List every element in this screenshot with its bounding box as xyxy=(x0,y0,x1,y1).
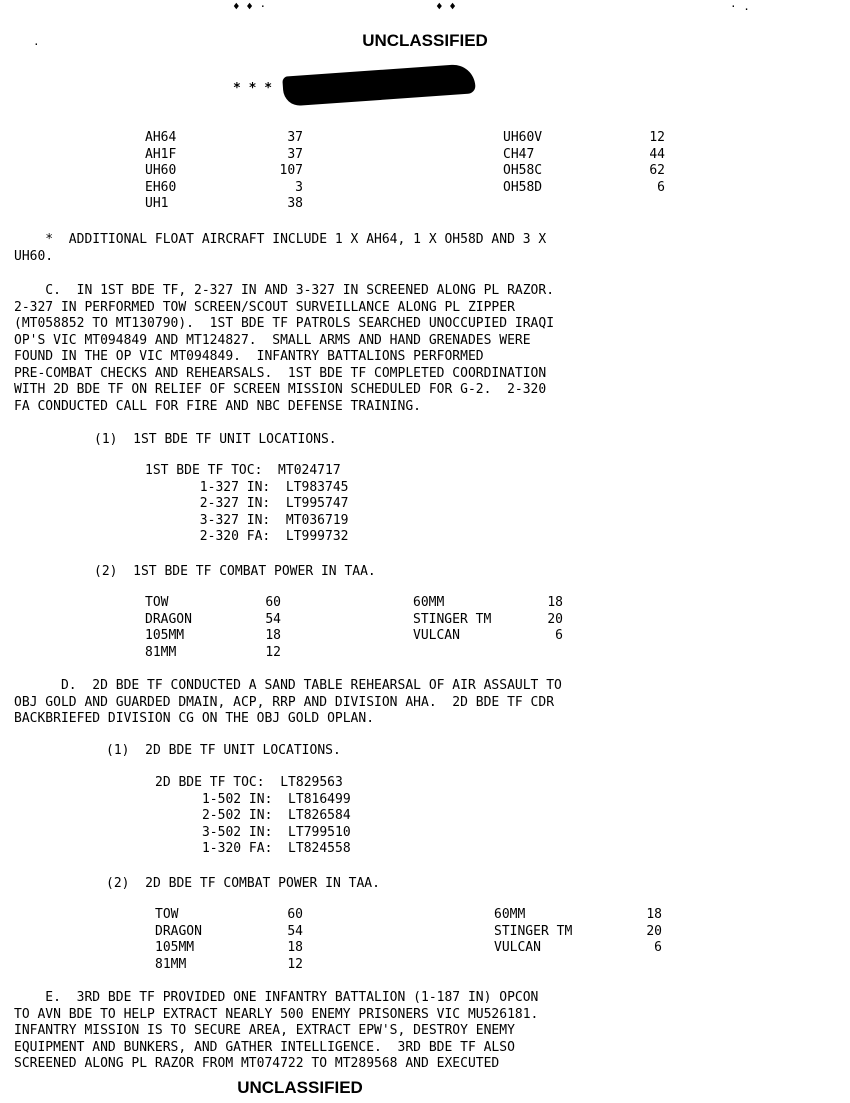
c2-power-table-left xyxy=(145,595,281,661)
row-label: DRAGON xyxy=(155,923,202,939)
table-row xyxy=(494,940,662,957)
row-count: 38 xyxy=(287,196,303,211)
table-row xyxy=(503,180,665,197)
table-row xyxy=(145,147,303,164)
row-count: 37 xyxy=(287,130,303,145)
table-row xyxy=(145,595,281,612)
row-count: 54 xyxy=(287,923,303,939)
table-row xyxy=(503,130,665,147)
row-count: 54 xyxy=(265,611,281,627)
row-label: OH58D xyxy=(503,179,543,195)
d2-power-table-left xyxy=(155,907,303,973)
redaction-bar xyxy=(282,63,476,106)
d1-heading: (1) 2D BDE TF UNIT LOCATIONS. xyxy=(106,743,341,758)
row-count: 60 xyxy=(265,595,281,610)
scan-dot: · xyxy=(33,38,40,51)
table-row xyxy=(155,957,303,974)
row-count: 62 xyxy=(649,163,665,178)
c1-unit-locations: 1ST BDE TF TOC: MT024717 1-327 IN: LT983745 2-327 IN: LT995747 3-327 IN: MT036719 2-320 FA: LT999732 xyxy=(145,463,349,544)
row-label: AH64 xyxy=(145,130,177,145)
table-row xyxy=(413,595,563,612)
paragraph-c: C. IN 1ST BDE TF, 2-327 IN AND 3-327 IN SCREENED ALONG PL RAZOR. 2-327 IN PERFORMED TOW SCREEN/SCOUT SURVEILLANCE ALONG PL ZIPPER (MT058852 TO MT130790). 1ST BDE TF PATROLS SEARCHED UNOCCUPIED IRAQI OP'S VIC MT094849 AND MT124827. SMALL ARMS AND HAND GRENADES WERE FOUND IN THE OP VIC MT094849. INFANTRY BATTALIONS PERFORMED PRE-COMBAT CHECKS AND REHEARSALS. 1ST BDE TF COMPLETED COORDINATION WITH 2D BDE TF ON RELIEF OF SCREEN MISSION SCHEDULED FOR G-2. 2-320 FA CONDUCTED CALL FOR FIRE AND NBC DEFENSE TRAINING. xyxy=(14,283,555,414)
row-label: 105MM xyxy=(145,628,185,643)
d2-heading: (2) 2D BDE TF COMBAT POWER IN TAA. xyxy=(106,876,380,891)
table-row xyxy=(494,924,662,941)
row-label: CH47 xyxy=(503,146,535,162)
row-count: 18 xyxy=(646,907,662,922)
table-row xyxy=(145,130,303,147)
table-row xyxy=(155,907,303,924)
aircraft-table-left xyxy=(145,130,303,213)
table-row xyxy=(155,940,303,957)
row-count: 18 xyxy=(287,940,303,955)
row-label: TOW xyxy=(155,907,179,922)
row-count: 20 xyxy=(547,611,563,627)
table-row xyxy=(155,924,303,941)
row-label: UH1 xyxy=(145,196,169,211)
paragraph-d: D. 2D BDE TF CONDUCTED A SAND TABLE REHEARSAL OF AIR ASSAULT TO OBJ GOLD AND GUARDED DMAIN, ACP, RRP AND DIVISION AHA. 2D BDE TF CDR BACKBRIEFED DIVISION CG ON THE OBJ GOLD OPLAN. xyxy=(14,678,562,726)
row-label: AH1F xyxy=(145,146,177,162)
row-label: OH58C xyxy=(503,163,543,178)
row-count: 18 xyxy=(265,628,281,643)
table-row xyxy=(413,612,563,629)
row-label: STINGER TM xyxy=(494,923,573,939)
c2-power-table-right xyxy=(413,595,563,645)
row-count: 12 xyxy=(649,130,665,145)
d1-unit-locations: 2D BDE TF TOC: LT829563 1-502 IN: LT816499 2-502 IN: LT826584 3-502 IN: LT799510 1-320 FA: LT824558 xyxy=(155,775,351,856)
d2-power-table-right xyxy=(494,907,662,957)
table-row xyxy=(494,907,662,924)
row-count: 18 xyxy=(547,595,563,610)
row-label: UH60 xyxy=(145,163,177,178)
row-count: 3 xyxy=(295,179,303,195)
row-label: 105MM xyxy=(155,940,195,955)
row-label: VULCAN xyxy=(494,940,541,955)
row-label: 60MM xyxy=(413,595,445,610)
row-count: 12 xyxy=(265,644,281,660)
aircraft-table-right xyxy=(503,130,665,196)
table-row xyxy=(503,163,665,180)
row-label: STINGER TM xyxy=(413,611,492,627)
row-label: UH60V xyxy=(503,130,543,145)
row-count: 6 xyxy=(654,940,662,955)
row-label: TOW xyxy=(145,595,169,610)
classification-header: UNCLASSIFIED xyxy=(362,31,488,50)
redaction-prefix: * * * xyxy=(233,81,273,96)
table-row xyxy=(145,196,303,213)
row-count: 6 xyxy=(555,628,563,643)
row-count: 44 xyxy=(649,146,665,162)
table-row xyxy=(145,612,281,629)
scan-marks-left: ♦ ♦ · xyxy=(233,0,267,13)
row-label: 60MM xyxy=(494,907,526,922)
row-count: 12 xyxy=(287,956,303,972)
table-row xyxy=(145,180,303,197)
float-aircraft-note: * ADDITIONAL FLOAT AIRCRAFT INCLUDE 1 X AH64, 1 X OH58D AND 3 X UH60. xyxy=(14,232,547,264)
table-row xyxy=(145,163,303,180)
classification-footer: UNCLASSIFIED xyxy=(237,1078,363,1097)
row-label: EH60 xyxy=(145,179,177,195)
row-label: VULCAN xyxy=(413,628,460,643)
row-count: 60 xyxy=(287,907,303,922)
row-count: 20 xyxy=(646,923,662,939)
table-row xyxy=(413,628,563,645)
row-count: 107 xyxy=(279,163,303,178)
scan-marks-right: · . xyxy=(730,0,750,13)
table-row xyxy=(503,147,665,164)
table-row xyxy=(145,645,281,662)
row-count: 6 xyxy=(657,179,665,195)
row-count: 37 xyxy=(287,146,303,162)
paragraph-e: E. 3RD BDE TF PROVIDED ONE INFANTRY BATTALION (1-187 IN) OPCON TO AVN BDE TO HELP EXTRACT NEARLY 500 ENEMY PRISONERS VIC MU526181. INFANTRY MISSION IS TO SECURE AREA, EXTRACT EPW'S, DESTROY ENEMY EQUIPMENT AND BUNKERS, AND GATHER INTELLIGENCE. 3RD BDE TF ALSO SCREENED ALONG PL RAZOR FROM MT074722 TO MT289568 AND EXECUTED xyxy=(14,990,539,1071)
scan-marks-middle: ♦ ♦ xyxy=(436,0,456,13)
row-label: 81MM xyxy=(145,644,177,660)
c2-heading: (2) 1ST BDE TF COMBAT POWER IN TAA. xyxy=(94,564,376,579)
row-label: 81MM xyxy=(155,956,187,972)
table-row xyxy=(145,628,281,645)
c1-heading: (1) 1ST BDE TF UNIT LOCATIONS. xyxy=(94,432,337,447)
row-label: DRAGON xyxy=(145,611,192,627)
